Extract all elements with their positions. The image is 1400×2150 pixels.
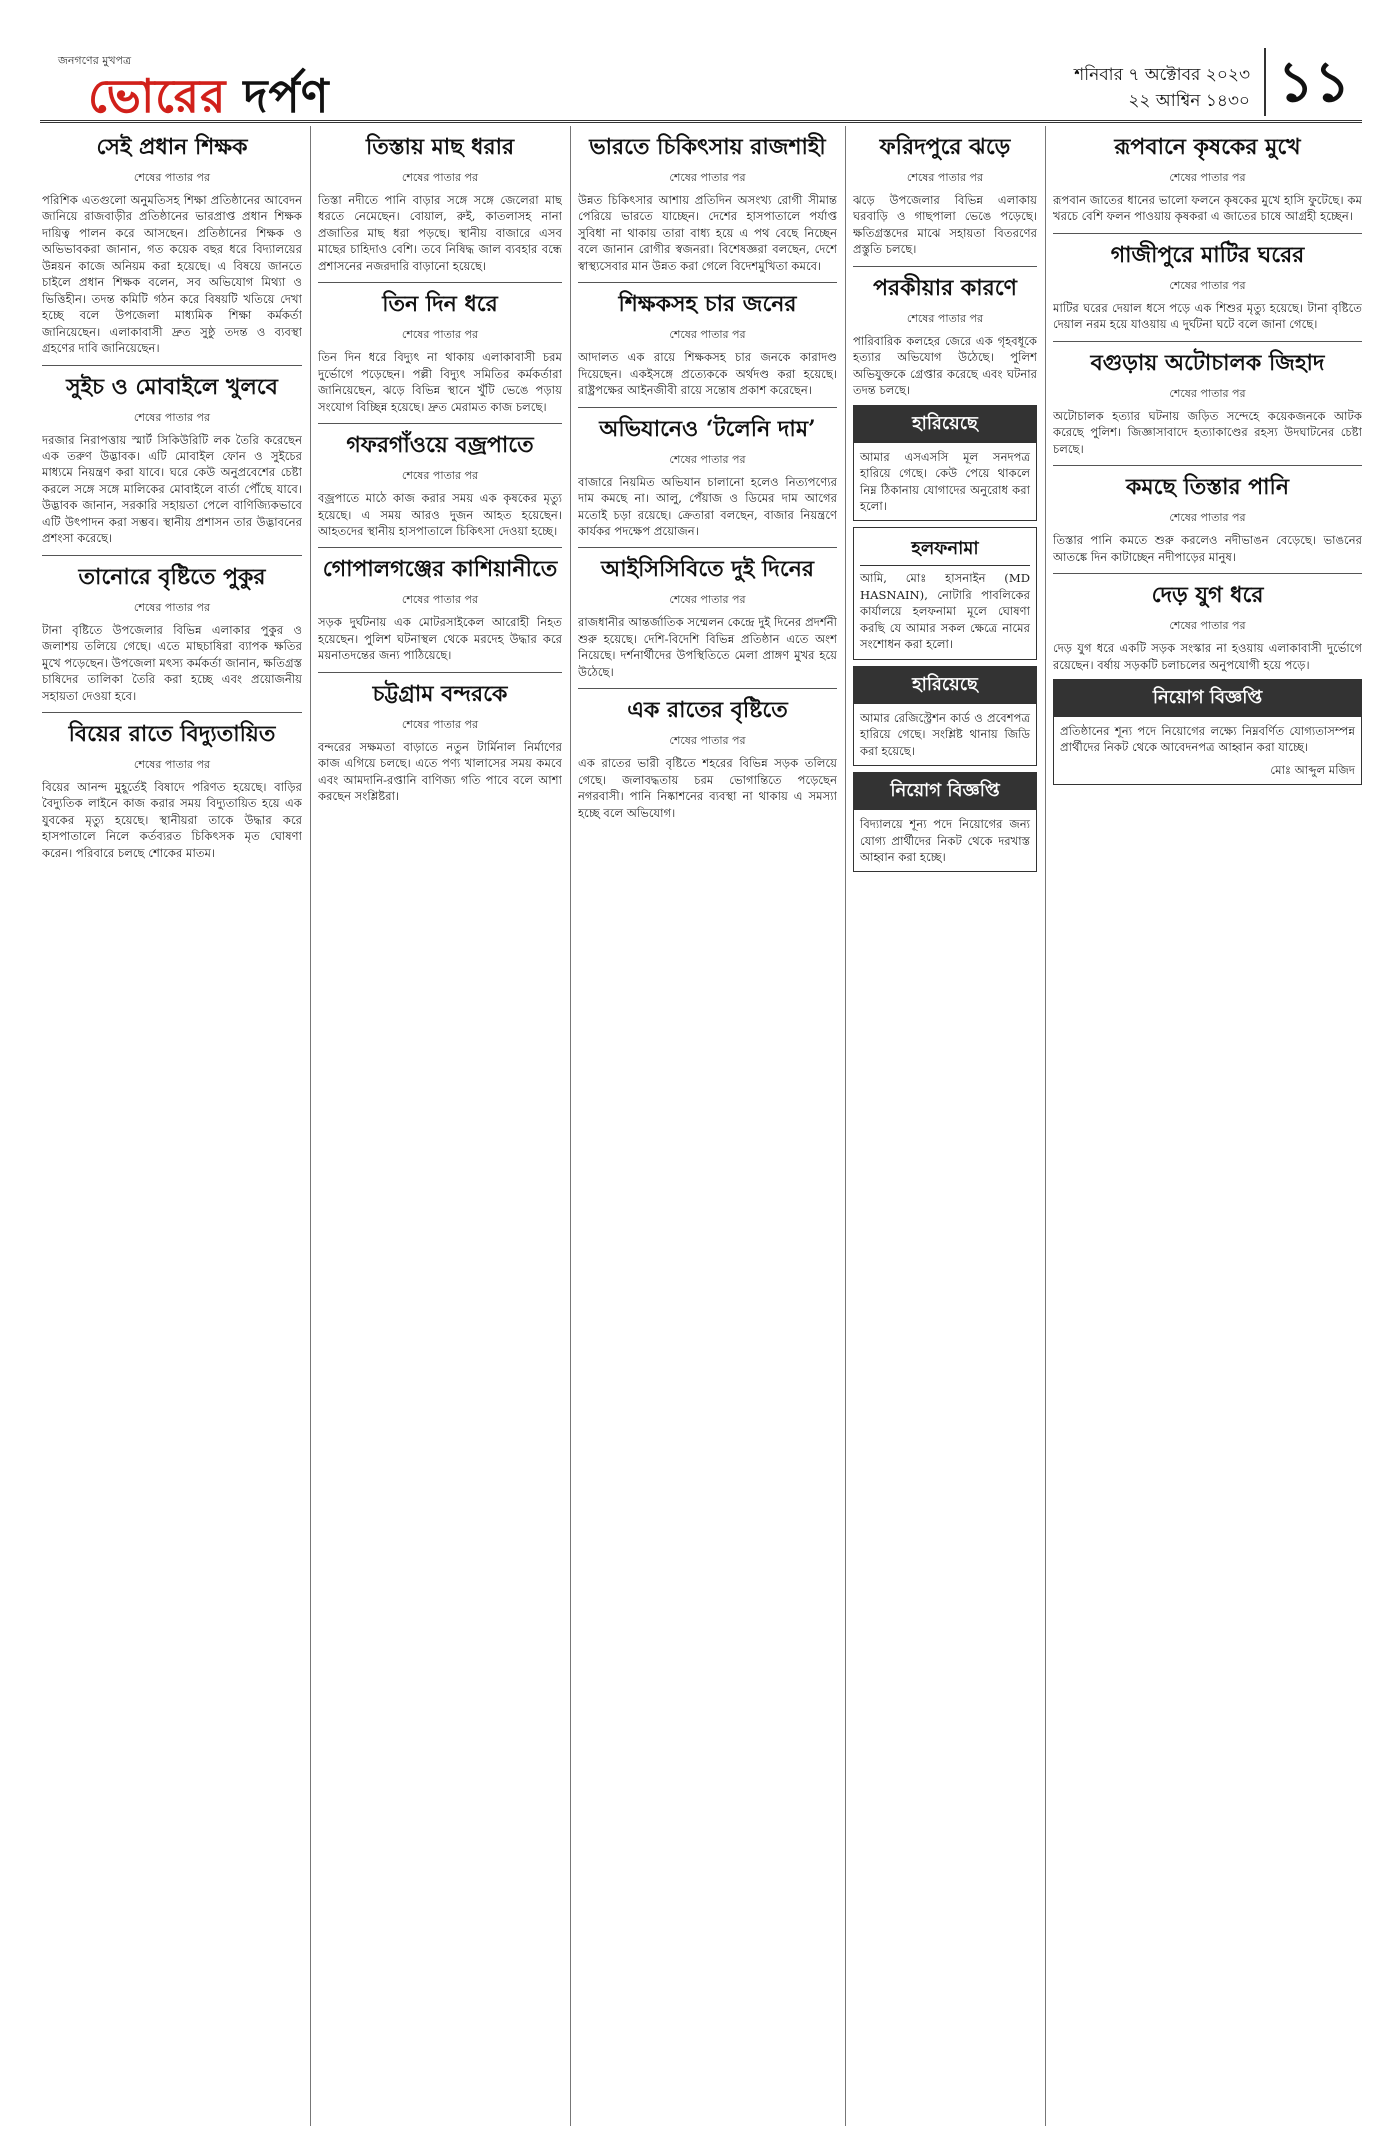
- article-continued-label: শেষের পাতার পর: [669, 734, 746, 748]
- article-body: বিয়ের আনন্দ মুহূর্তেই বিষাদে পরিণত হয়েছে। বাড়ির বৈদ্যুতিক লাইনে কাজ করার সময় বিদ্যুতায়িত হয়ে এক যুবকের মৃত্যু হয়েছে। স্থানীয়রা তাকে উদ্ধার করে হাসপাতালে নিলে কর্তব্যরত চিকিৎসক মৃত ঘোষণা করেন। পরিবারে চলছে শোকের মাতম।: [42, 779, 302, 860]
- article-body: এক রাতের ভারী বৃষ্টিতে শহরের বিভিন্ন সড়ক তলিয়ে গেছে। জলাবদ্ধতায় চরম ভোগান্তিতে পড়েছেন নগরবাসী। পানি নিষ্কাশনের ব্যবস্থা না থাকায় এ সমস্যা হচ্ছে বলে অভিযোগ।: [578, 756, 837, 820]
- affidavit-body: আমি, মোঃ হাসনাইন (MD HASNAIN), নোটারি পাবলিকের কার্যালয়ে হলফনামা মূলে ঘোষণা করছি যে আমার সকল ক্ষেত্রে নামের সংশোধন করা হলো।: [860, 571, 1030, 652]
- article: [1053, 346, 1362, 457]
- lost-notice-body: আমার এসএসসি মূল সনদপত্র হারিয়ে গেছে। কেউ পেয়ে থাকলে নিম্ন ঠিকানায় যোগাদের অনুরোধ করা হলো।: [860, 449, 1030, 513]
- article-continued-label: শেষের পাতার পর: [669, 328, 746, 342]
- article-headline: সুইচ ও মোবাইলে খুলবে: [66, 373, 278, 400]
- article: [578, 693, 837, 821]
- article-headline: বগুড়ায় অটোচালক জিহাদ: [1090, 349, 1325, 376]
- article-body: ঝড়ে উপজেলার বিভিন্ন এলাকায় ঘরবাড়ি ও গাছপালা ভেঙে পড়েছে। ক্ষতিগ্রস্তদের মাঝে সহায়তা বিতরণের প্রস্তুতি চলছে।: [853, 193, 1037, 257]
- article-headline: গাজীপুরে মাটির ঘরের: [1110, 241, 1305, 268]
- article-headline: এক রাতের বৃষ্টিতে: [627, 697, 788, 724]
- article: [853, 130, 1037, 258]
- article-body: তিন দিন ধরে বিদ্যুৎ না থাকায় এলাকাবাসী চরম দুর্ভোগে পড়েছেন। পল্লী বিদ্যুৎ সমিতির কর্মকর্তারা জানিয়েছেন, ঝড়ে বিভিন্ন স্থানে খুঁটি ভেঙে পড়ায় সংযোগ বিচ্ছিন্ন হয়েছে। দ্রুত মেরামত কাজ চলছে।: [318, 350, 562, 414]
- article: [318, 130, 562, 274]
- article-body: মাটির ঘরের দেয়াল ধসে পড়ে এক শিশুর মৃত্যু হয়েছে। টানা বৃষ্টিতে দেয়াল নরম হয়ে যাওয়ায় এ দুর্ঘটনা ঘটে বলে জানা গেছে।: [1053, 300, 1362, 332]
- article-continued-label: শেষের পাতার পর: [669, 593, 746, 607]
- article-headline: আইসিসিবিতে দুই দিনের: [601, 556, 814, 583]
- article-continued-label: শেষের পাতার পর: [133, 600, 211, 614]
- article-rule: [1053, 573, 1362, 574]
- article-continued-label: শেষের পাতার পর: [906, 171, 984, 184]
- article-rule: [578, 547, 837, 548]
- article-headline: দেড় যুগ ধরে: [1151, 582, 1264, 609]
- lost-notice-title: হারিয়েছে: [854, 406, 1036, 443]
- article-continued-label: শেষের পাতার পর: [401, 717, 479, 731]
- article: [1053, 578, 1362, 673]
- article-body: টানা বৃষ্টিতে উপজেলার বিভিন্ন এলাকার পুকুর ও জলাশয় তলিয়ে গেছে। এতে মাছচাষিরা ব্যাপক ক্ষতির মুখে পড়েছেন। উপজেলা মৎস্য কর্মকর্তা জানান, ক্ষতিগ্রস্ত চাষিদের তালিকা তৈরি করা হচ্ছে এবং প্রয়োজনীয় সহায়তা দেওয়া হবে।: [42, 622, 302, 703]
- article-headline: ভারতে চিকিৎসায় রাজশাহী: [589, 134, 826, 160]
- article-rule: [42, 365, 302, 366]
- article-headline: পরকীয়ার কারণে: [873, 274, 1017, 301]
- article-continued-label: শেষের পাতার পর: [1169, 619, 1246, 633]
- article-continued-label: শেষের পাতার পর: [401, 171, 479, 184]
- article-continued-label: শেষের পাতার পর: [906, 311, 984, 325]
- article-headline: তানোরে বৃষ্টিতে পুকুর: [78, 563, 266, 590]
- column-divider: [1045, 126, 1046, 2126]
- article-rule: [318, 423, 562, 424]
- article-continued-label: শেষের পাতার পর: [1169, 171, 1246, 184]
- article-continued-label: শেষের পাতার পর: [669, 452, 746, 466]
- article: [318, 287, 562, 415]
- page-number: ১১: [1264, 48, 1362, 116]
- masthead-tagline: জনগণের মুখপত্র: [58, 54, 132, 67]
- column-divider: [845, 126, 846, 2126]
- article: [42, 717, 302, 861]
- article-rule: [42, 712, 302, 713]
- job-notice-2-body: প্রতিষ্ঠানের শূন্য পদে নিয়োগের লক্ষ্যে নিম্নবর্ণিত যোগ্যতাসম্পন্ন প্রার্থীদের নিকট থেকে আবেদনপত্র আহ্বান করা যাচ্ছে।: [1060, 723, 1355, 755]
- article-continued-label: শেষের পাতার পর: [401, 328, 479, 342]
- article-continued-label: শেষের পাতার পর: [133, 757, 211, 771]
- job-notice-2-signature: মোঃ আব্দুল মজিদ: [1270, 762, 1355, 777]
- article-headline: সেই প্রধান শিক্ষক: [96, 134, 248, 160]
- date-english: শনিবার ৭ অক্টোবর ২০২৩: [1074, 65, 1250, 85]
- lost-notice: [853, 405, 1037, 522]
- article-rule: [318, 547, 562, 548]
- article-body: তিস্তা নদীতে পানি বাড়ার সঙ্গে সঙ্গে জেলেরা মাছ ধরতে নেমেছেন। বোয়াল, রুই, কাতলাসহ নানা প্রজাতির মাছ ধরা পড়ছে। স্থানীয় বাজারে এসব মাছের চাহিদাও বেশি। তবে নিষিদ্ধ জাল ব্যবহার বন্ধে প্রশাসনের নজরদারি বাড়ানো হয়েছে।: [318, 193, 562, 273]
- article-headline: তিন দিন ধরে: [382, 291, 498, 318]
- date-bangla: ২২ আশ্বিন ১৪৩০: [1128, 91, 1250, 111]
- article-rule: [42, 555, 302, 556]
- article: [318, 552, 562, 663]
- article: [578, 130, 837, 274]
- job-notice-title: নিয়োগ বিজ্ঞপ্তি: [854, 773, 1036, 810]
- article: [578, 552, 837, 680]
- article: [42, 130, 302, 357]
- article-body: অটোচালক হত্যার ঘটনায় জড়িত সন্দেহে কয়েকজনকে আটক করেছে পুলিশ। জিজ্ঞাসাবাদে হত্যাকাণ্ডের রহস্য উদঘাটনের চেষ্টা চলছে।: [1053, 408, 1362, 456]
- article-continued-label: শেষের পাতার পর: [133, 410, 211, 424]
- article-rule: [1053, 233, 1362, 234]
- article-body: রাজধানীর আন্তর্জাতিক সম্মেলন কেন্দ্রে দুই দিনের প্রদর্শনী শুরু হয়েছে। দেশি-বিদেশি বিভিন্ন প্রতিষ্ঠান এতে অংশ নিয়েছে। দর্শনার্থীদের উপস্থিতিতে মেলা প্রাঙ্গণ মুখর হয়ে উঠেছে।: [578, 615, 837, 679]
- article-body: বাজারে নিয়মিত অভিযান চালানো হলেও নিত্যপণ্যের দাম কমছে না। আলু, পেঁয়াজ ও ডিমের দাম আগের মতোই চড়া রয়েছে। ক্রেতারা বলছেন, বাজার নিয়ন্ত্রণে কার্যকর পদক্ষেপ প্রয়োজন।: [578, 474, 837, 538]
- article-headline: ফরিদপুরে ঝড়ে: [879, 134, 1011, 160]
- article-continued-label: শেষের পাতার পর: [401, 593, 479, 607]
- column-3: [578, 126, 837, 2126]
- affidavit-title: হলফনামা: [860, 534, 1030, 566]
- article-continued-label: শেষের পাতার পর: [1169, 278, 1246, 292]
- article-body: আদালত এক রায়ে শিক্ষকসহ চার জনকে কারাদণ্ড দিয়েছেন। একইসঙ্গে প্রত্যেককে অর্থদণ্ড করা হয়েছে। রাষ্ট্রপক্ষের আইনজীবী রায়ে সন্তোষ প্রকাশ করেছেন।: [578, 350, 837, 398]
- article-body: বজ্রপাতে মাঠে কাজ করার সময় এক কৃষকের মৃত্যু হয়েছে। এ সময় আরও দুজন আহত হয়েছেন। আহতদের স্থানীয় হাসপাতালে চিকিৎসা দেওয়া হচ্ছে।: [318, 491, 562, 538]
- article-rule: [578, 407, 837, 408]
- lost-notice-2-title: হারিয়েছে: [854, 667, 1036, 704]
- lost-notice-2-body: আমার রেজিস্ট্রেশন কার্ড ও প্রবেশপত্র হারিয়ে গেছে। সংশ্লিষ্ট থানায় জিডি করা হয়েছে।: [860, 710, 1030, 758]
- article-rule: [1053, 341, 1362, 342]
- article-body: বন্দরের সক্ষমতা বাড়াতে নতুন টার্মিনাল নির্মাণের কাজ এগিয়ে চলছে। এতে পণ্য খালাসের সময় কমবে এবং আমদানি-রপ্তানি বাণিজ্য গতি পাবে বলে আশা করছেন সংশ্লিষ্টরা।: [318, 739, 562, 804]
- article-rule: [318, 282, 562, 283]
- article-continued-label: শেষের পাতার পর: [401, 469, 479, 483]
- article-continued-label: শেষের পাতার পর: [1169, 386, 1246, 400]
- article-body: পরিশিক এতগুলো অনুমতিসহ শিক্ষা প্রতিষ্ঠানের আবেদন জানিয়ে রাজবাড়ীর প্রতিষ্ঠানের ভারপ্রাপ্ত প্রধান শিক্ষক দায়িত্ব পালন করে আসছেন। প্রতিষ্ঠানের শিক্ষক ও অভিভাবকরা জানান, গত কয়েক বছর ধরে বিদ্যালয়ের উন্নয়ন কাজে অনিয়ম করা হয়েছে। এ বিষয়ে জানতে চাইলে প্রধান শিক্ষক বলেন, সব অভিযোগ মিথ্যা ও ভিত্তিহীন। তদন্ত কমিটি গঠন করে বিষয়টি খতিয়ে দেখা হচ্ছে বলে উপজেলা মাধ্যমিক শিক্ষা কর্মকর্তা জানিয়েছেন। এলাকাবাসী দ্রুত সুষ্ঠু তদন্ত ও ব্যবস্থা গ্রহণের দাবি জানিয়েছেন।: [42, 193, 302, 356]
- masthead: [40, 48, 1362, 123]
- article-body: রূপবান জাতের ধানের ভালো ফলনে কৃষকের মুখে হাসি ফুটেছে। কম খরচে বেশি ফলন পাওয়ায় কৃষকরা এ জাতের চাষে আগ্রহী হচ্ছেন।: [1053, 193, 1362, 224]
- article-headline: কমছে তিস্তার পানি: [1126, 474, 1289, 501]
- article: [853, 271, 1037, 399]
- column-5: [1053, 126, 1362, 2126]
- job-notice-2-title: নিয়োগ বিজ্ঞপ্তি: [1054, 680, 1361, 717]
- article-body: দেড় যুগ ধরে একটি সড়ক সংস্কার না হওয়ায় এলাকাবাসী দুর্ভোগে রয়েছেন। বর্ষায় সড়কটি চলাচলের অনুপযোগী হয়ে পড়ে।: [1053, 641, 1362, 672]
- article: [318, 677, 562, 805]
- article-rule: [318, 672, 562, 673]
- article-rule: [578, 282, 837, 283]
- column-4: [853, 126, 1037, 2126]
- article: [1053, 470, 1362, 565]
- job-notice-body: বিদ্যালয়ে শূন্য পদে নিয়োগের জন্য যোগ্য প্রার্থীদের নিকট থেকে দরখাস্ত আহ্বান করা হচ্ছে।: [860, 817, 1030, 864]
- article-body: সড়ক দুর্ঘটনায় এক মোটরসাইকেল আরোহী নিহত হয়েছেন। পুলিশ ঘটনাস্থল থেকে মরদেহ উদ্ধার করে ময়নাতদন্তের জন্য পাঠিয়েছে।: [318, 615, 562, 663]
- article: [42, 370, 302, 547]
- article-headline: রূপবানে কৃষকের মুখে: [1114, 134, 1301, 160]
- article: [42, 560, 302, 704]
- article-headline: অভিযানেও ‘টলেনি দাম’: [599, 415, 816, 442]
- article-body: দরজার নিরাপত্তায় স্মার্ট সিকিউরিটি লক তৈরি করেছেন এক তরুণ উদ্ভাবক। এটি মোবাইল ফোন ও সুইচের মাধ্যমে নিয়ন্ত্রণ করা যাবে। ঘরে কেউ অনুপ্রবেশের চেষ্টা করলে সঙ্গে সঙ্গে মালিকের মোবাইলে বার্তা পৌঁছে যাবে। উদ্ভাবক জানান, সরকারি সহায়তা পেলে বাণিজ্যিকভাবে এটি উৎপাদন করা সম্ভব। স্থানীয় প্রশাসন তার উদ্ভাবনের প্রশংসা করেছে।: [42, 432, 302, 546]
- article-body: তিস্তার পানি কমতে শুরু করলেও নদীভাঙন বেড়েছে। ভাঙনের আতঙ্কে দিন কাটাচ্ছেন নদীপাড়ের মানুষ।: [1053, 533, 1362, 564]
- logo-part-1: ভোরের: [88, 69, 227, 123]
- article-rule: [853, 266, 1037, 267]
- article-headline: বিয়ের রাতে বিদ্যুতায়িত: [68, 720, 276, 747]
- article-body: উন্নত চিকিৎসার আশায় প্রতিদিন অসংখ্য রোগী সীমান্ত পেরিয়ে ভারতে যাচ্ছেন। দেশের হাসপাতালে পর্যাপ্ত সুবিধা না থাকায় তারা বাধ্য হয়ে এ পথ বেছে নিচ্ছেন বলে জানান রোগীর স্বজনরা। বিশেষজ্ঞরা বলছেন, দেশে স্বাস্থ্যসেবার মান উন্নত করা গেলে বিদেশমুখিতা কমবে।: [578, 193, 837, 273]
- article-body: পারিবারিক কলহের জেরে এক গৃহবধূকে হত্যার অভিযোগ উঠেছে। পুলিশ অভিযুক্তকে গ্রেপ্তার করেছে এবং ঘটনার তদন্ত চলছে।: [853, 333, 1037, 398]
- lost-notice-2: [853, 666, 1037, 766]
- article-headline: শিক্ষকসহ চার জনের: [618, 291, 797, 318]
- job-notice-2: [1053, 679, 1362, 785]
- article: [578, 287, 837, 398]
- column-2: [318, 126, 562, 2126]
- article-continued-label: শেষের পাতার পর: [133, 171, 211, 184]
- logo-part-2: দর্পণ: [226, 69, 330, 123]
- job-notice: [853, 772, 1037, 872]
- article-headline: গোপালগঞ্জের কাশিয়ানীতে: [322, 556, 558, 583]
- column-divider: [310, 126, 311, 2126]
- article-rule: [1053, 465, 1362, 466]
- article-headline: গফরগাঁওয়ে বজ্রপাতে: [346, 432, 534, 459]
- article-headline: চট্টগ্রাম বন্দরকে: [372, 680, 508, 707]
- article: [318, 428, 562, 539]
- article: [578, 412, 837, 540]
- article-rule: [578, 688, 837, 689]
- article: [1053, 130, 1362, 225]
- article-continued-label: শেষের পাতার পর: [1169, 511, 1246, 525]
- column-divider: [570, 126, 571, 2126]
- article-headline: তিস্তায় মাছ ধরার: [365, 134, 515, 160]
- affidavit-notice: [853, 527, 1037, 659]
- article-continued-label: শেষের পাতার পর: [669, 171, 746, 184]
- article: [1053, 238, 1362, 333]
- column-1: [42, 126, 302, 2126]
